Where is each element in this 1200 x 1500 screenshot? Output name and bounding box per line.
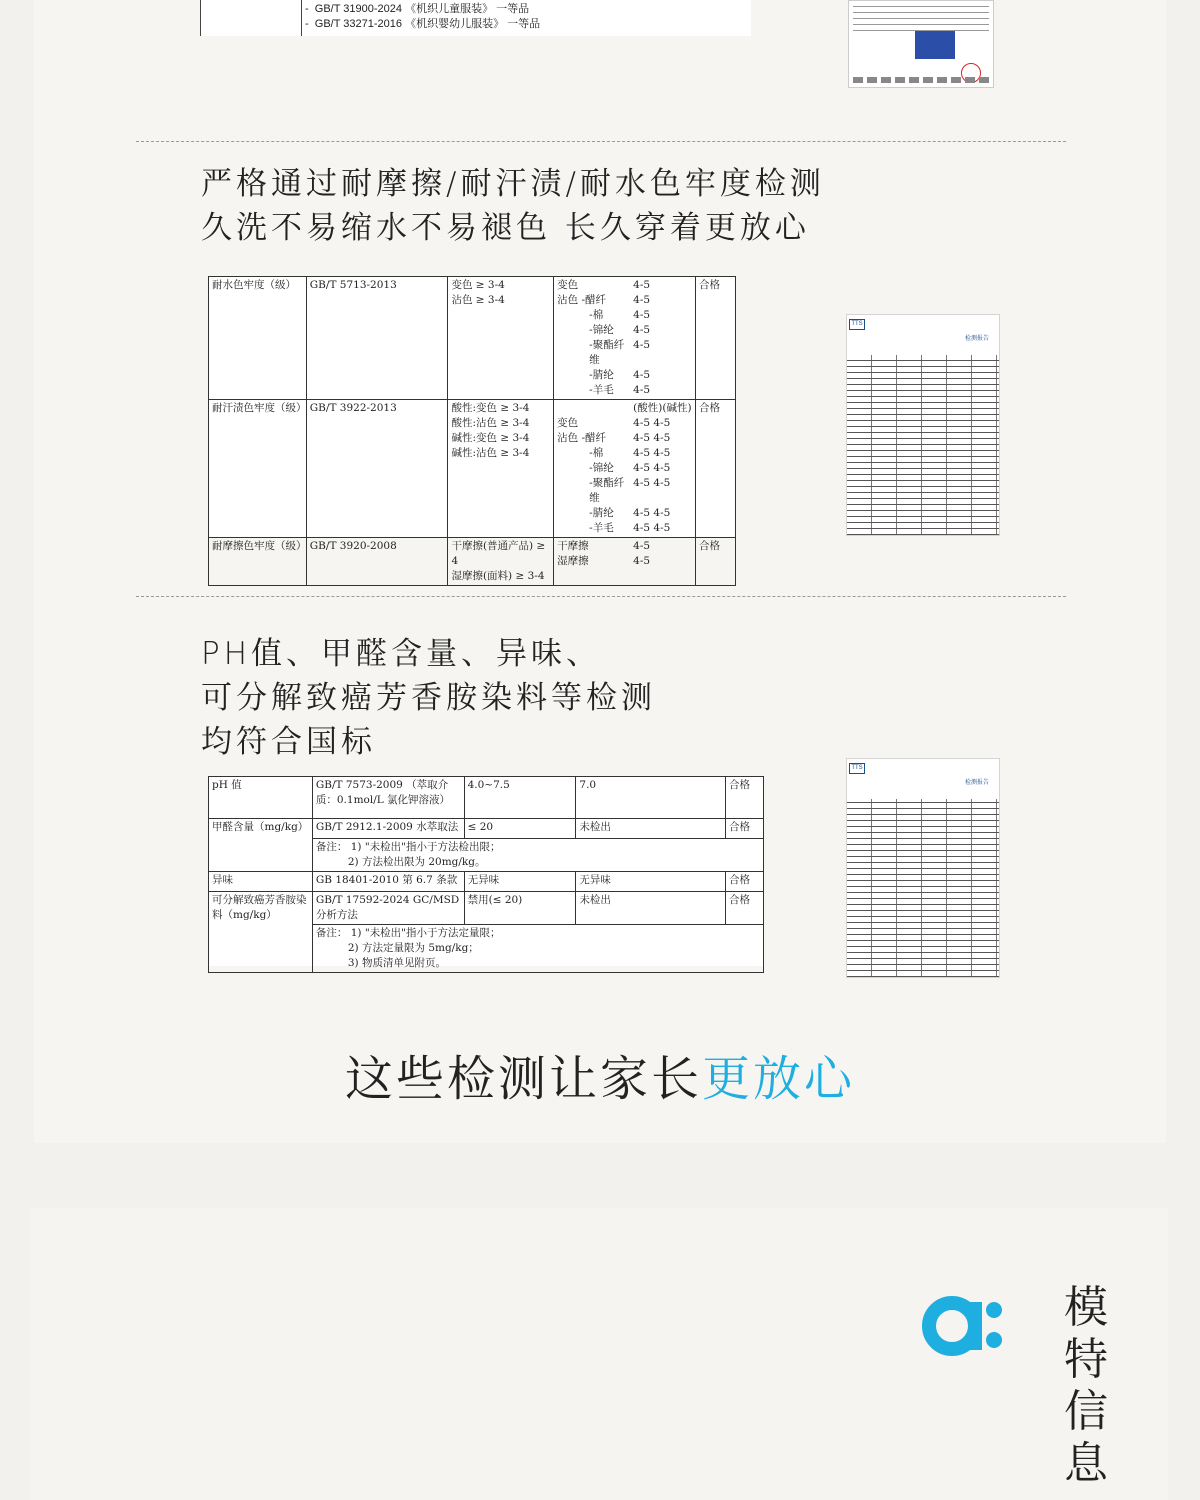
heading-line: 均符合国标: [201, 724, 376, 760]
heading-line: 久洗不易缩水不易褪色 长久穿着更放心: [201, 210, 810, 246]
result: 未检出: [576, 819, 726, 839]
verdict: 合格: [726, 892, 764, 925]
heading-line: PH值、甲醛含量、异味、: [201, 636, 602, 672]
requirement: ≤ 20: [464, 819, 576, 839]
section2-heading: [201, 632, 656, 764]
section-divider: [136, 141, 1066, 142]
color-fastness-table: [208, 276, 736, 582]
slogan-text: 这些检测让家长: [344, 1051, 702, 1107]
test-item: 耐汗渍色牢度（级）: [209, 400, 307, 538]
test-item: 耐摩擦色牢度（级）: [209, 538, 307, 586]
heading-line: 严格通过耐摩擦/耐汗渍/耐水色牢度检测: [201, 166, 825, 202]
report-scan-thumbnail: [848, 0, 994, 88]
test-item: 可分解致癌芳香胺染料（mg/kg）: [209, 892, 313, 973]
note: 备注： 1) "未检出"指小于方法检出限； 2) 方法检出限为 20mg/kg。: [312, 839, 763, 872]
brand-logo-icon: [922, 1288, 1002, 1364]
report-table-grid: [847, 799, 999, 977]
table-row: [209, 277, 736, 400]
tts-logo: TTS: [849, 319, 865, 330]
table-row: [209, 819, 764, 839]
test-item: 异味: [209, 872, 313, 892]
brand-char: 息: [1064, 1438, 1108, 1489]
chemical-safety-table: [208, 776, 764, 969]
requirement: 酸性:变色 ≥ 3-4 酸性:沾色 ≥ 3-4 碱性:变色 ≥ 3-4 碱性:沾色 ≥ 3-4: [448, 400, 554, 538]
section1-heading: [201, 162, 825, 250]
table-row: [209, 538, 736, 586]
verdict: 合格: [726, 777, 764, 819]
test-standard: GB/T 17592-2024 GC/MSD 分析方法: [312, 892, 464, 925]
brand-char: 模: [1064, 1282, 1108, 1333]
verdict: 合格: [726, 819, 764, 839]
test-item: 甲醛含量（mg/kg）: [209, 819, 313, 872]
section-divider: [136, 596, 1066, 597]
result: 变色 4-5 沾色 -醋纤 4-5 -棉 4-5 -锦纶 4-5 -聚酯纤维 4-5 -腈纶 4-5 -羊毛 4-5: [554, 277, 696, 400]
table-row: [209, 892, 764, 925]
requirement: 变色 ≥ 3-4 沾色 ≥ 3-4: [448, 277, 554, 400]
requirement: 无异味: [464, 872, 576, 892]
verdict: 合格: [696, 538, 736, 586]
requirement: 干摩擦(普通产品) ≥ 4 湿摩擦(面料) ≥ 3-4: [448, 538, 554, 586]
tts-logo: TTS: [849, 763, 865, 774]
result: 干摩擦 4-5 湿摩擦 4-5: [554, 538, 696, 586]
verdict: 合格: [696, 277, 736, 400]
table-row: [209, 400, 736, 538]
brand-char: 特: [1064, 1334, 1108, 1385]
note: 备注： 1) "未检出"指小于方法定量限； 2) 方法定量限为 5mg/kg； 3) 物质清单见附页。: [312, 925, 763, 973]
test-standard: GB/T 3922-2013: [306, 400, 448, 538]
standard-line: - GB/T 33271-2016 《机织婴幼儿服装》 一等品: [305, 18, 541, 30]
table-row: [209, 777, 764, 819]
test-standard: GB/T 2912.1-2009 水萃取法: [312, 819, 464, 839]
test-report-thumbnail: [846, 758, 1000, 978]
table-row: [209, 872, 764, 892]
test-report-thumbnail: [846, 314, 1000, 536]
closing-slogan: [0, 1040, 1200, 1109]
verdict: 合格: [696, 400, 736, 538]
test-standard: GB 18401-2010 第 6.7 条款: [312, 872, 464, 892]
report-table-grid: [847, 355, 999, 535]
footer-lines: [853, 77, 989, 83]
result: (酸性)(碱性) 变色 4-5 4-5 沾色 -醋纤 4-5 4-5 -棉 4-5 4-5 -锦纶 4-5 4-5 -聚酯纤维 4-5 4-5 -腈纶 4-5 4-5 -羊毛 4-5 4-5: [554, 400, 696, 538]
result: 未检出: [576, 892, 726, 925]
standards-document-fragment: [200, 0, 751, 36]
requirement: 4.0~7.5: [464, 777, 576, 819]
test-item: 耐水色牢度（级）: [209, 277, 307, 400]
test-item: pH 值: [209, 777, 313, 819]
requirement: 禁用(≤ 20): [464, 892, 576, 925]
verdict: 合格: [726, 872, 764, 892]
test-standard: GB/T 7573-2009 （萃取介质：0.1mol/L 氯化钾溶液）: [312, 777, 464, 819]
report-title: 检测报告: [964, 336, 989, 342]
standard-line: - GB/T 31900-2024 《机织儿童服装》 一等品: [305, 3, 530, 15]
brand-char: 信: [1064, 1386, 1108, 1437]
test-standard: GB/T 5713-2013: [306, 277, 448, 400]
test-standard: GB/T 3920-2008: [306, 538, 448, 586]
heading-line: 可分解致癌芳香胺染料等检测: [201, 680, 656, 716]
report-lines: [853, 1, 989, 31]
brand-name: [1064, 1282, 1116, 1490]
result: 7.0: [576, 777, 726, 819]
table-divider: [301, 0, 302, 36]
slogan-highlight: 更放心: [702, 1051, 856, 1107]
fabric-sample-image: [915, 31, 955, 59]
report-title: 检测报告: [964, 780, 989, 786]
result: 无异味: [576, 872, 726, 892]
